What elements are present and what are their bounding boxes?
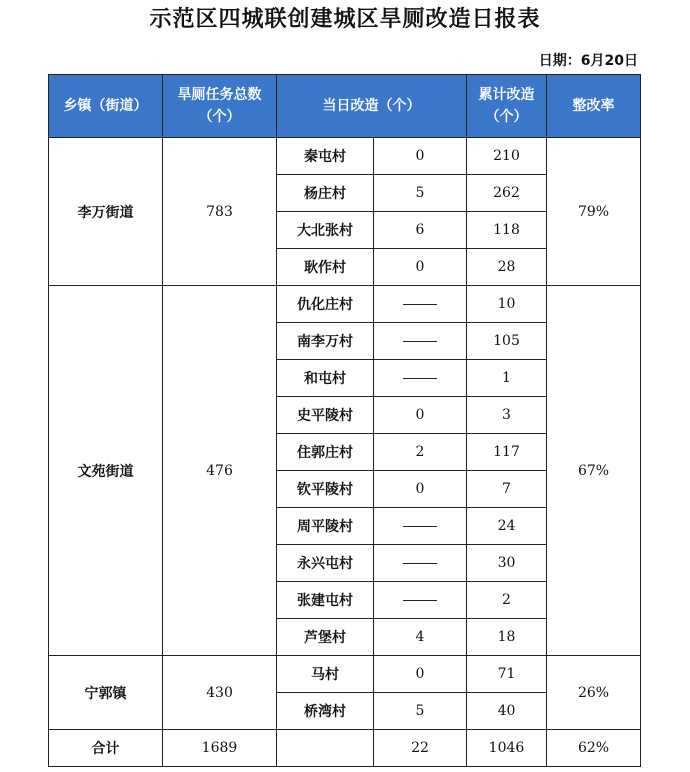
village-cumulative: 10 [467, 286, 547, 323]
totals-row [49, 730, 641, 767]
town-name: 文苑街道 [49, 286, 163, 656]
village-cumulative: 1 [467, 360, 547, 397]
header-cumulative-line2: （个） [485, 109, 528, 125]
report-date: 日期：6月20日 [538, 53, 638, 69]
village-daily: 0 [374, 138, 467, 175]
dash-mark [403, 563, 437, 564]
village-daily: 0 [374, 656, 467, 693]
village-daily [374, 360, 467, 397]
town-task-total: 783 [163, 138, 277, 286]
table-row [49, 138, 641, 175]
village-name: 南李万村 [277, 323, 374, 360]
header-cumulative-line1: 累计改造 [478, 87, 535, 103]
village-name: 仇化庄村 [277, 286, 374, 323]
table-row [49, 656, 641, 693]
village-daily: 5 [374, 175, 467, 212]
town-rate: 79% [547, 138, 641, 286]
header-cumulative [467, 75, 547, 138]
report-body [49, 138, 641, 767]
totals-label: 合计 [49, 730, 163, 767]
village-name: 和屯村 [277, 360, 374, 397]
village-cumulative: 2 [467, 582, 547, 619]
village-name: 张建屯村 [277, 582, 374, 619]
dash-mark [403, 600, 437, 601]
header-total [163, 75, 277, 138]
dash-mark [403, 304, 437, 305]
town-rate: 26% [547, 656, 641, 730]
village-name: 马村 [277, 656, 374, 693]
village-cumulative: 30 [467, 545, 547, 582]
totals-daily: 22 [374, 730, 467, 767]
header-town: 乡镇（街道） [49, 75, 163, 138]
village-name: 芦堡村 [277, 619, 374, 656]
header-daily: 当日改造（个） [277, 75, 467, 138]
report-table [48, 74, 641, 767]
village-cumulative: 18 [467, 619, 547, 656]
village-cumulative: 3 [467, 397, 547, 434]
village-daily [374, 323, 467, 360]
village-name: 永兴屯村 [277, 545, 374, 582]
table-row [49, 286, 641, 323]
totals-rate: 62% [547, 730, 641, 767]
town-rate: 67% [547, 286, 641, 656]
totals-village [277, 730, 374, 767]
village-name: 大北张村 [277, 212, 374, 249]
village-name: 住郭庄村 [277, 434, 374, 471]
village-daily [374, 286, 467, 323]
village-cumulative: 262 [467, 175, 547, 212]
village-name: 耿作村 [277, 249, 374, 286]
town-name: 宁郭镇 [49, 656, 163, 730]
village-daily [374, 545, 467, 582]
village-cumulative: 118 [467, 212, 547, 249]
village-cumulative: 40 [467, 693, 547, 730]
town-name: 李万街道 [49, 138, 163, 286]
village-daily: 0 [374, 397, 467, 434]
village-daily: 0 [374, 471, 467, 508]
town-task-total: 476 [163, 286, 277, 656]
header-total-line2: （个） [198, 109, 241, 125]
village-cumulative: 210 [467, 138, 547, 175]
village-daily: 0 [374, 249, 467, 286]
village-cumulative: 71 [467, 656, 547, 693]
village-name: 桥湾村 [277, 693, 374, 730]
village-cumulative: 28 [467, 249, 547, 286]
village-name: 秦屯村 [277, 138, 374, 175]
village-name: 史平陵村 [277, 397, 374, 434]
totals-task-total: 1689 [163, 730, 277, 767]
village-name: 钦平陵村 [277, 471, 374, 508]
town-task-total: 430 [163, 656, 277, 730]
village-daily: 5 [374, 693, 467, 730]
village-cumulative: 117 [467, 434, 547, 471]
dash-mark [403, 341, 437, 342]
report-title: 示范区四城联创建城区旱厕改造日报表 [149, 7, 541, 32]
village-daily [374, 582, 467, 619]
header-row [49, 75, 641, 138]
village-daily: 4 [374, 619, 467, 656]
dash-mark [403, 378, 437, 379]
header-total-line1: 旱厕任务总数 [177, 87, 262, 103]
village-name: 杨庄村 [277, 175, 374, 212]
header-rate: 整改率 [547, 75, 641, 138]
village-daily [374, 508, 467, 545]
village-cumulative: 24 [467, 508, 547, 545]
dash-mark [403, 526, 437, 527]
village-name: 周平陵村 [277, 508, 374, 545]
village-cumulative: 105 [467, 323, 547, 360]
village-daily: 6 [374, 212, 467, 249]
totals-cumulative: 1046 [467, 730, 547, 767]
village-daily: 2 [374, 434, 467, 471]
village-cumulative: 7 [467, 471, 547, 508]
